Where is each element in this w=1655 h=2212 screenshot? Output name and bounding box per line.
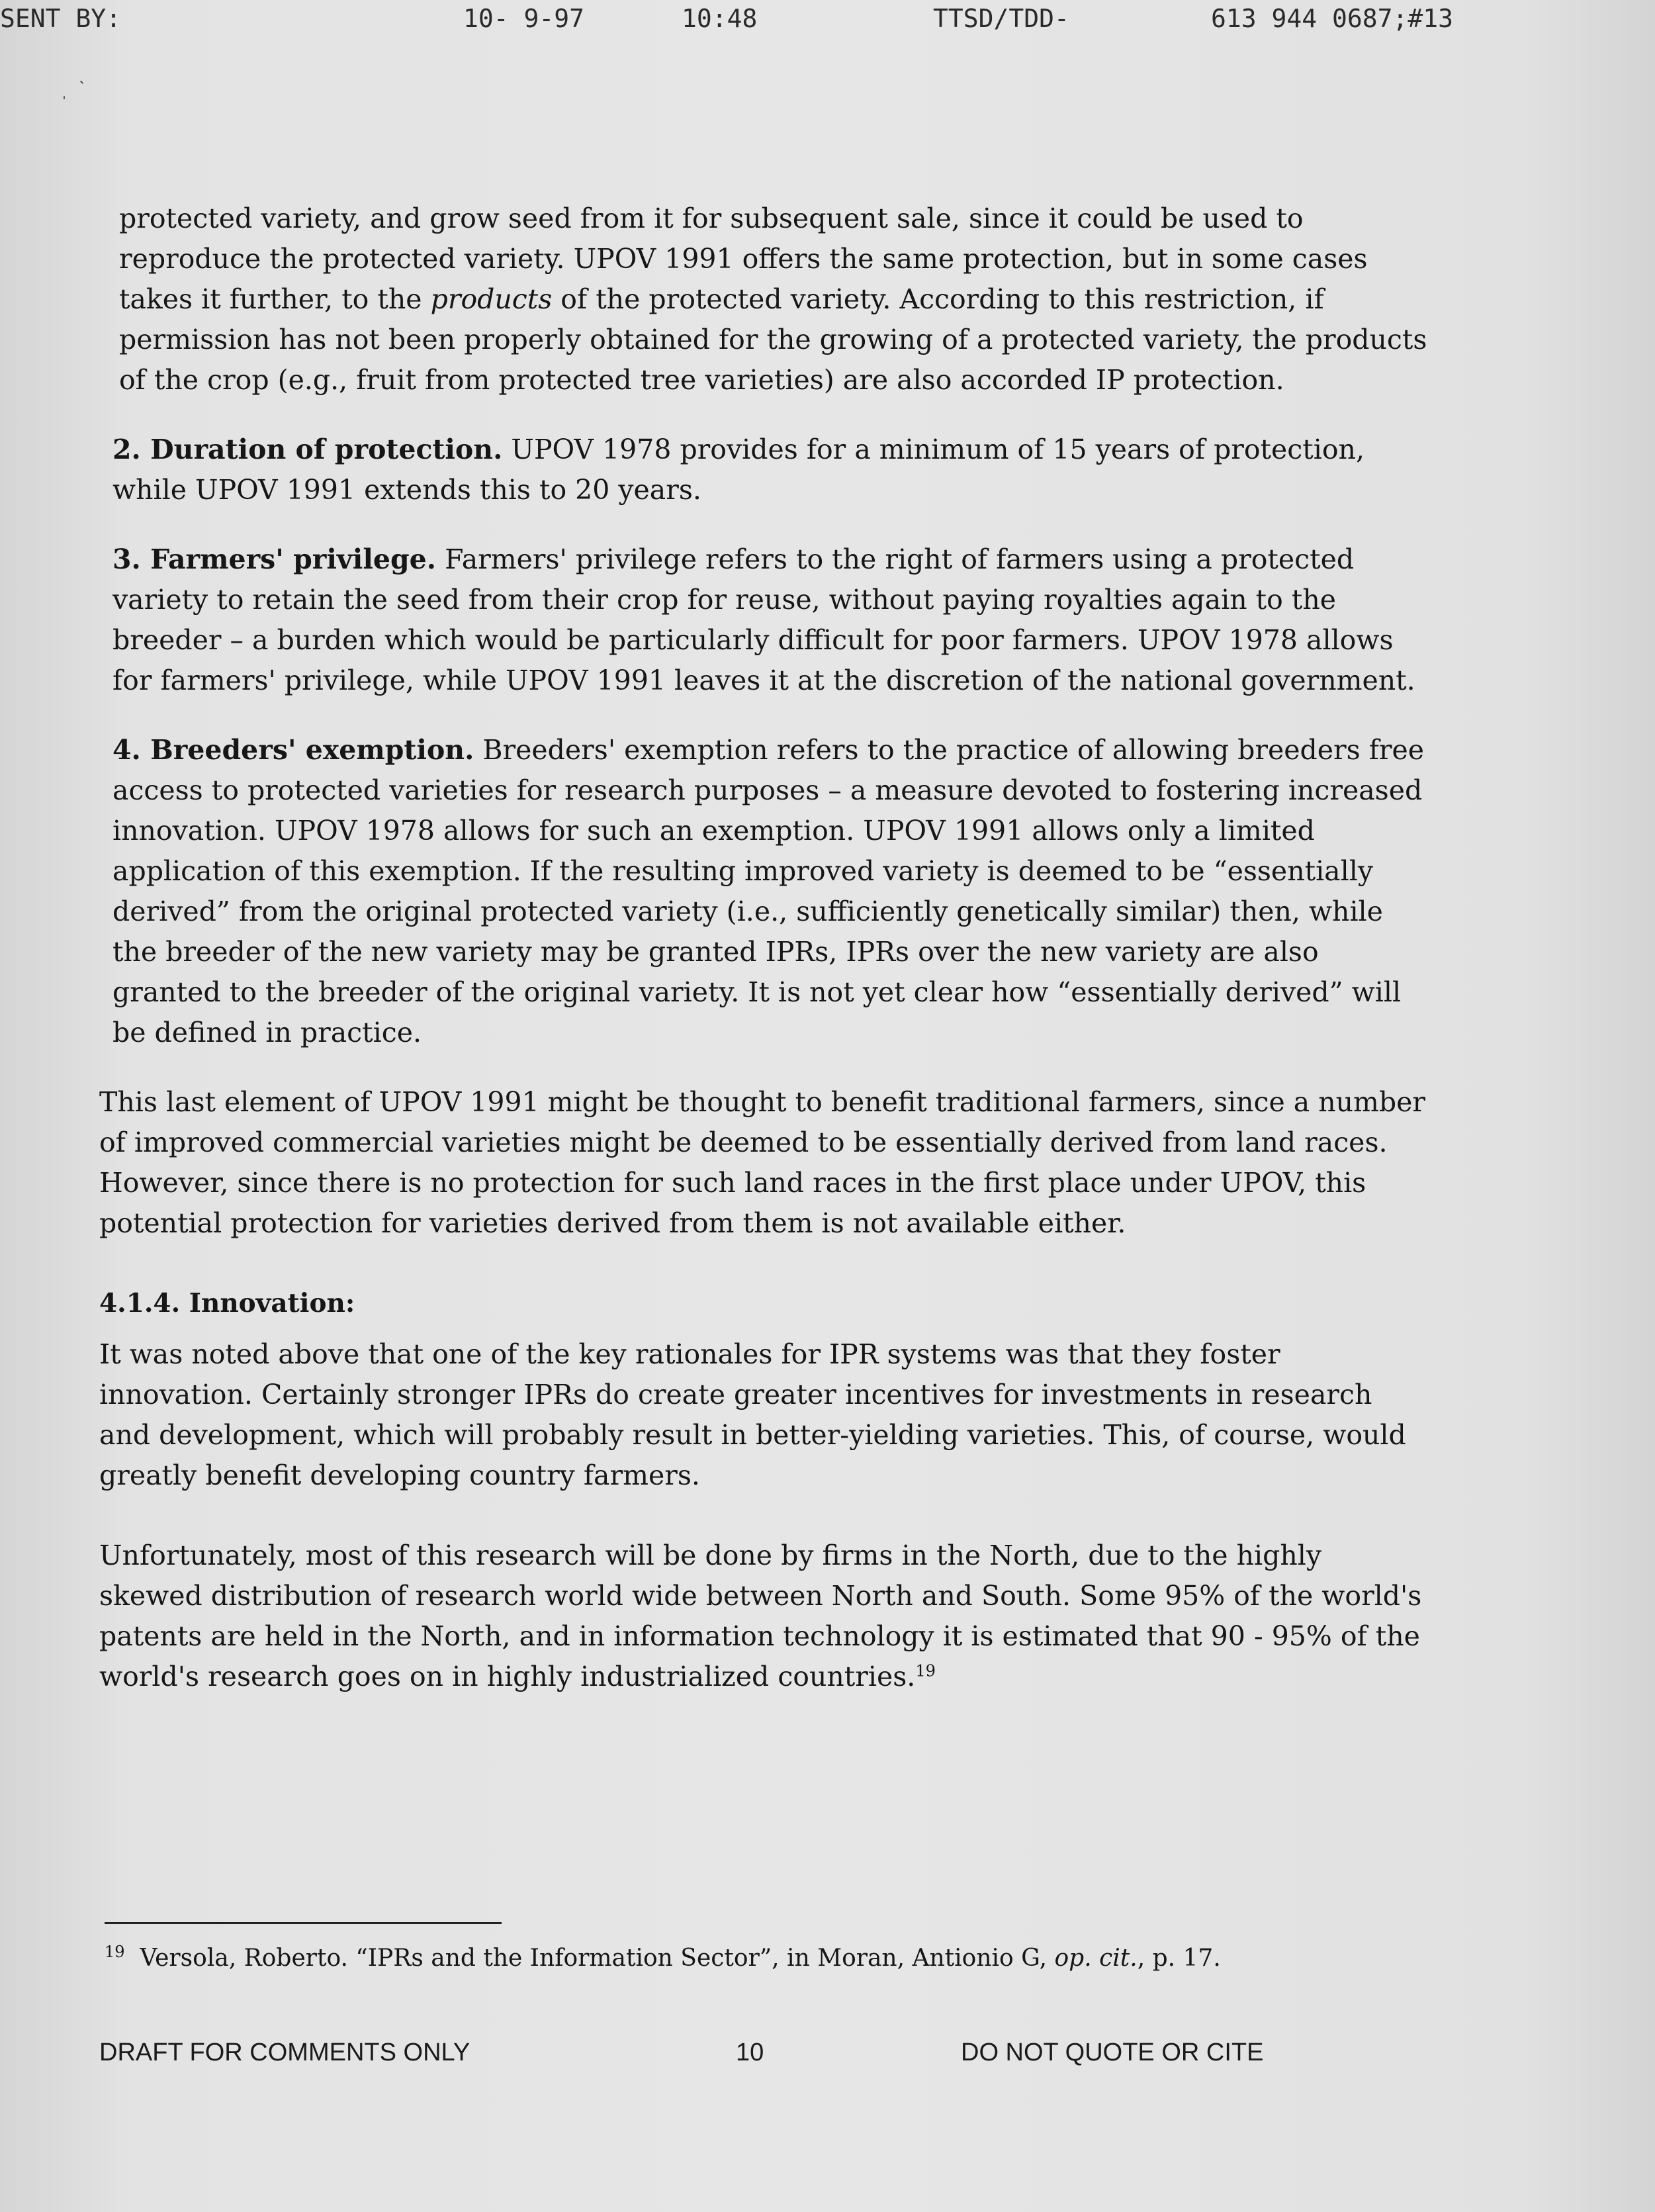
page-number: 10 xyxy=(736,2039,764,2066)
section-heading: 4.1.4. Innovation: xyxy=(99,1288,355,1318)
body-text xyxy=(99,199,1429,1726)
fax-sender: TTSD/TDD- xyxy=(933,4,1069,33)
footnote-divider xyxy=(105,1922,502,1924)
fax-header xyxy=(0,0,1655,40)
list-item-breeders-exemption: 4. Breeders' exemption. Breeders' exemption refers to the practice of allowing breeders free access to protected varieties for research purposes – a measure devoted to fostering increased innovation. UPOV 1978 allows for such an exemption. UPOV 1991 allows only a limited application of this exemption. If the resulting improved variety is deemed to be “essentially derived” from the original protected variety (i.e., sufficiently genetically similar) then, while the breeder of the new variety may be granted IPRs, IPRs over the new variety are also granted to the breeder of the original variety. It is not yet clear how “essentially derived” will be defined in practice. xyxy=(112,734,1425,1048)
emphasis-products: products xyxy=(430,283,553,315)
footnote-number: 19 xyxy=(105,1943,125,1961)
footer-right: DO NOT QUOTE OR CITE xyxy=(961,2039,1264,2066)
footer-left: DRAFT FOR COMMENTS ONLY xyxy=(99,2039,470,2066)
list-item-duration: 2. Duration of protection. UPOV 1978 provides for a minimum of 15 years of protection, while UPOV 1991 extends this to 20 years. xyxy=(112,434,1364,506)
fax-date: 10- 9-97 xyxy=(463,4,585,33)
paragraph-innovation-2: Unfortunately, most of this research will be done by firms in the North, due to the highly skewed distribution of research world wide between North and South. Some 95% of the world's patents are held in the North, and in information technology it is estimated that 90 - 95% of the world's research goes on in highly industrialized countries.$^{19}$ xyxy=(99,1540,1422,1692)
fax-sent-by: SENT BY: xyxy=(0,4,122,33)
paragraph-innovation-1: It was noted above that one of the key rationales for IPR systems was that they foster innovation. Certainly stronger IPRs do create greater incentives for investments in research and development, which will probably result in better-yielding varieties. This, of course, would greatly benefit developing country farmers. xyxy=(99,1338,1406,1491)
item-title: 3. Farmers' privilege. xyxy=(112,543,437,575)
fax-number: 613 944 0687;#13 xyxy=(1211,4,1454,33)
paragraph-intro: protected variety, and grow seed from it for subsequent sale, since it could be used to reproduce the protected variety. UPOV 1991 offers the same protection, but in some cases takes it further, to the products of the protected variety. According to this restriction, if permission has not been properly obtained for the growing of a protected variety, the products of the crop (e.g., fruit from protected tree varieties) are also accorded IP protection. xyxy=(119,203,1427,396)
fax-time: 10:48 xyxy=(682,4,758,33)
paragraph-last-element: This last element of UPOV 1991 might be thought to benefit traditional farmers, since a number of improved commercial varieties might be deemed to be essentially derived from land races. However, since there is no protection for such land races in the first place under UPOV, this potential protection for varieties derived from them is not available either. xyxy=(99,1086,1426,1239)
list-item-farmers-privilege: 3. Farmers' privilege. Farmers' privilege refers to the right of farmers using a protected variety to retain the seed from their crop for reuse, without paying royalties again to the breeder – a burden which would be particularly difficult for poor farmers. UPOV 1978 allows for farmers' privilege, while UPOV 1991 leaves it at the discretion of the national government. xyxy=(112,543,1415,696)
footnote: $^{19}$ Versola, Roberto. “IPRs and the Information Sector”, in Moran, Antionio G, op. cit., p. 17. xyxy=(105,1943,1221,1972)
item-title: 2. Duration of protection. xyxy=(112,434,503,465)
footnote-ref: 19 xyxy=(915,1661,936,1681)
scan-mark: ˌ ˋ xyxy=(61,78,85,100)
item-title: 4. Breeders' exemption. xyxy=(112,734,474,766)
